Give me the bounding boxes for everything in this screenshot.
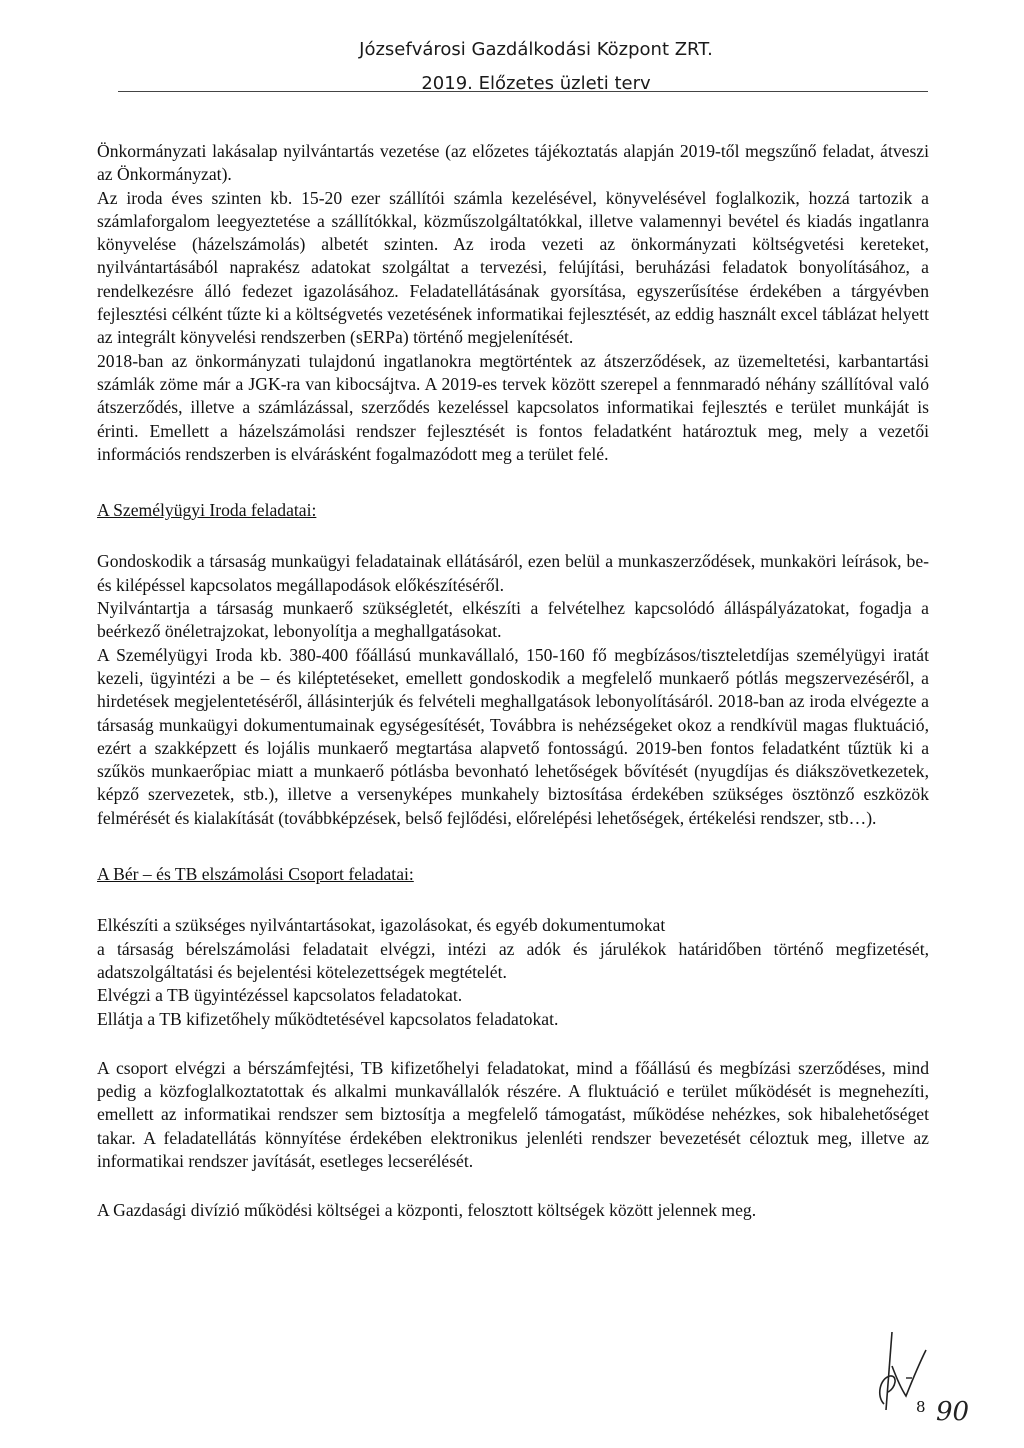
intro-paragraph-1: Önkormányzati lakásalap nyilvántartás vezetése (az előzetes tájékoztatás alapján 2019-től megszűnő feladat, átveszi az Önkormányzat). <box>97 141 929 185</box>
document-header <box>0 38 1024 96</box>
payroll-paragraph-2: a társaság bérelszámolási feladatait elvégzi, intézi az adók és járulékok határidőben történő megfizetését, adatszolgáltatási és bejelentési kötelezettségek megtételét. <box>97 938 929 982</box>
payroll-paragraph-5: A csoport elvégzi a bérszámfejtési, TB kifizetőhelyi feladatokat, mind a főállású és megbízási szerződéses, mind pedig a közfoglalkoztatottak és alkalmi munkavállalók részére. A fluktuáció e terület működését is megnehezíti, emellett az informatikai rendszer sem biztosítja a megfelelő támogatást, működése nehézkes, sok hibalehetőséget takar. A feladatellátás könnyítése érdekében elektronikus jelenléti rendszer bevezetését céloztuk meg, illetve az informatikai rendszer javítását, esetleges lecserélését. <box>97 1057 929 1171</box>
payroll-paragraph-1: Elkészíti a szükséges nyilvántartásokat, igazolásokat, és egyéb dokumentumokat <box>97 915 666 936</box>
document-title: 2019. Előzetes üzleti terv <box>421 73 651 94</box>
document-body <box>97 140 929 1223</box>
intro-paragraph-3: 2018-ban az önkormányzati tulajdonú ingatlanokra megtörténtek az átszerződések, az üzemeltetési, karbantartási számlák zöme már a JGK-ra van kibocsájtva. A 2019-es tervek között szerepel a fennmaradó néhány szállítóval való átszerződés, illetve a számlázással, szerződés kezeléssel kapcsolatos informatikai fejlesztés e terület munkáját is érinti. Emellett a házelszámolási rendszer fejlesztését is fontos feladatként határoztuk meg, mely a vezetői információs rendszerben is elvárásként fogalmazódott meg a terület felé. <box>97 350 929 464</box>
handwritten-number: 90 <box>936 1397 970 1427</box>
handwritten-signature <box>862 1326 1012 1436</box>
payroll-paragraph-3: Elvégzi a TB ügyintézéssel kapcsolatos feladatokat. <box>97 985 463 1006</box>
hr-paragraph-1: Gondoskodik a társaság munkaügyi feladatainak ellátásáról, ezen belül a munkaszerződések, munkaköri leírások, be-és kilépéssel kapcsolatos megállapodások előkészítéséről. <box>97 551 929 595</box>
page-number: 8 <box>916 1398 926 1416</box>
company-name: Józsefvárosi Gazdálkodási Központ ZRT. <box>359 39 713 60</box>
intro-paragraph-2: Az iroda éves szinten kb. 15-20 ezer szállítói számla kezelésével, könyvelésével foglalkozik, hozzá tartozik a számlaforgalom leegyeztetése a szállítókkal, közműszolgáltatókkal, illetve valamennyi bevétel és kiadás ingatlanra könyvelése (házelszámolás) albetét szinten. Az iroda vezeti az önkormányzati költségvetési kereteket, nyilvántartásából naprakész adatokat szolgáltat a tervezési, felújítási, beruházási feladatok bonyolításához, a rendelkezésre álló fedezet igazolásához. Feladatellátásának gyorsítása, egyszerűsítése érdekében a tárgyévben fejlesztési célként tűzte ki a költségvetés vezetésének informatikai fejlesztését, az eddig használt excel táblázat helyett az integrált könyvelési rendszerben (sERPa) történő megjelenítését. <box>97 187 929 348</box>
signature-mark <box>862 1326 1012 1436</box>
payroll-section-heading: A Bér – és TB elszámolási Csoport feladatai: <box>97 864 414 885</box>
hr-paragraph-2: Nyilvántartja a társaság munkaerő szükségletét, elkészíti a felvételhez kapcsolódó álláspályázatokat, fogadja a beérkező önéletrajzokat, lebonyolítja a meghallgatásokat. <box>97 598 929 642</box>
hr-paragraph-3: A Személyügyi Iroda kb. 380-400 főállású munkavállaló, 150-160 fő megbízásos/tiszteletdíjas személyügyi iratát kezeli, ügyintézi a be – és kiléptetéseket, emellett gondoskodik a megfelelő munkaerő pótlás megszervezéséről, a hirdetések megjelentetéséről, állásinterjúk és felvételi meghallgatások lebonyolításáról. 2018-ban az iroda elvégezte a társaság munkaügyi dokumentumainak egységesítését, Továbbra is nehézségeket okoz a rendkívül magas fluktuáció, ezért a szakképzett és lojális munkaerő megtartása alapvető fontosságú. 2019-ben fontos feladatként tűztük ki a szűkös munkaerőpiac miatt a munkaerő pótlásba bevonható lehetőségek bővítését (nyugdíjas és diákszövetkezetek, képző szervezetek, stb.), illetve a versenyképes munkahely biztosítása érdekében szükséges ösztönző eszközök felmérését és kialakítását (továbbképzések, belső fejlődési, előrelépési lehetőségek, értékelési rendszer, stb…). <box>97 644 929 828</box>
hr-section-heading: A Személyügyi Iroda feladatai: <box>97 500 317 521</box>
payroll-paragraph-6: A Gazdasági divízió működési költségei a központi, felosztott költségek között jelennek meg. <box>97 1200 757 1221</box>
payroll-paragraph-4: Ellátja a TB kifizetőhely működtetésével kapcsolatos feladatokat. <box>97 1008 559 1029</box>
header-rule <box>118 91 928 92</box>
